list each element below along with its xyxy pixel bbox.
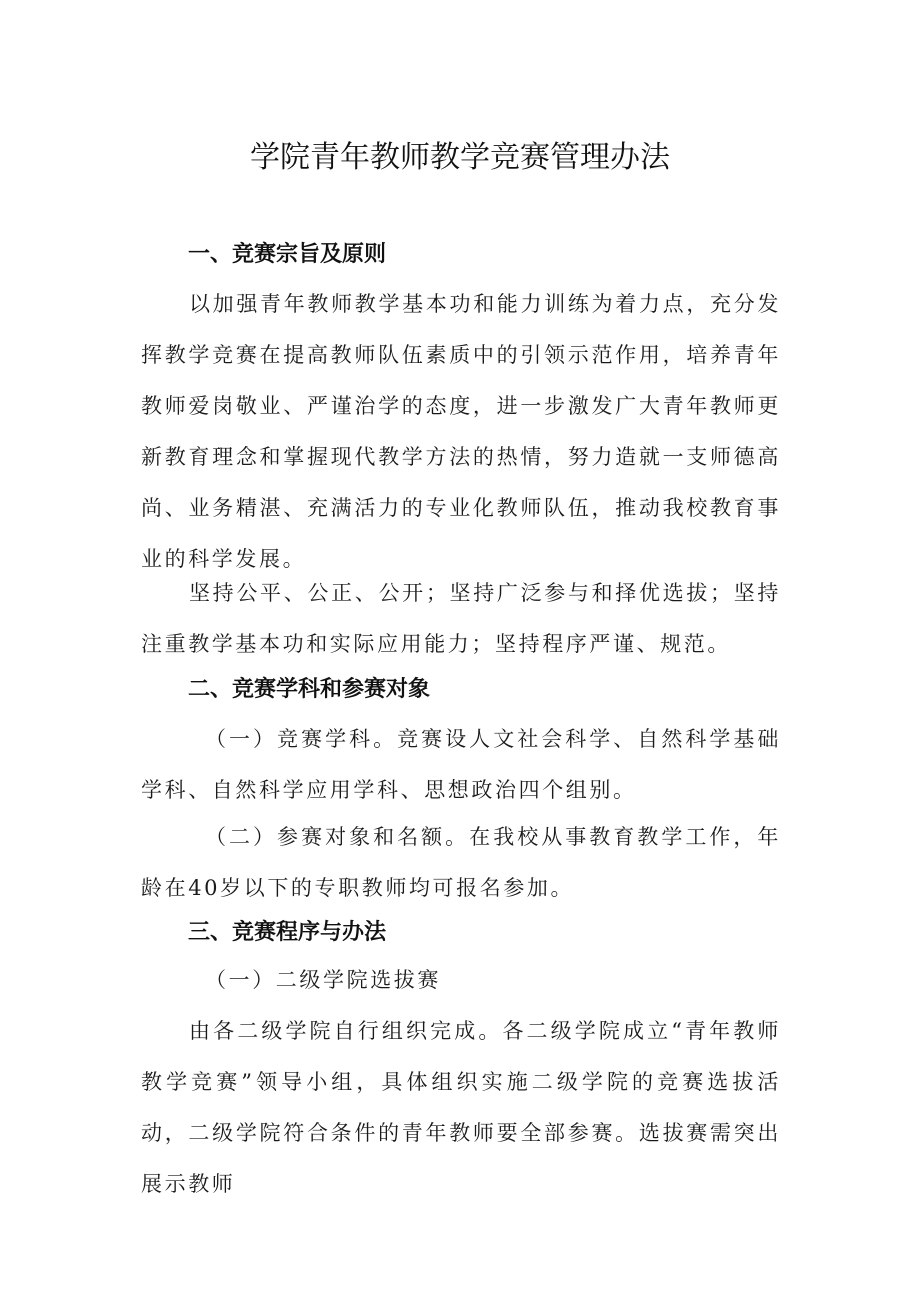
paragraph-purpose: 以加强青年教师教学基本功和能力训练为着力点，充分发挥教学竞赛在提高教师队伍素质中的引领示范作用，培养青年教师爱岗敬业、严谨治学的态度，进一步激发广大青年教师更新教育理念和掌握现代教学方法的热情，努力造就一支师德高尚、业务精湛、充满活力的专业化教师队伍，推动我校教育事业的科学发展。 xyxy=(141,292,781,571)
paragraph-participants: （二）参赛对象和名额。在我校从事教育教学工作，年龄在40岁以下的专职教师均可报名参加。 xyxy=(141,825,781,900)
paragraph-college-selection: 由各二级学院自行组织完成。各二级学院成立“青年教师教学竞赛”领导小组，具体组织实施二级学院的竞赛选拔活动，二级学院符合条件的青年教师要全部参赛。选拔赛需突出展示教师 xyxy=(141,1019,781,1196)
section-heading-3: 三、竞赛程序与办法 xyxy=(188,920,387,945)
page-title: 学院青年教师教学竞赛管理办法 xyxy=(250,140,670,175)
paragraph-subjects: （一）竞赛学科。竞赛设人文社会科学、自然科学基础学科、自然科学应用学科、思想政治四个组别。 xyxy=(141,727,781,802)
section-heading-1: 一、竞赛宗旨及原则 xyxy=(188,242,387,267)
section-heading-2: 二、竞赛学科和参赛对象 xyxy=(188,677,431,702)
subheading-college-selection: （一）二级学院选拔赛 xyxy=(205,968,441,992)
paragraph-principles: 坚持公平、公正、公开；坚持广泛参与和择优选拔；坚持注重教学基本功和实际应用能力；坚持程序严谨、规范。 xyxy=(141,581,781,656)
